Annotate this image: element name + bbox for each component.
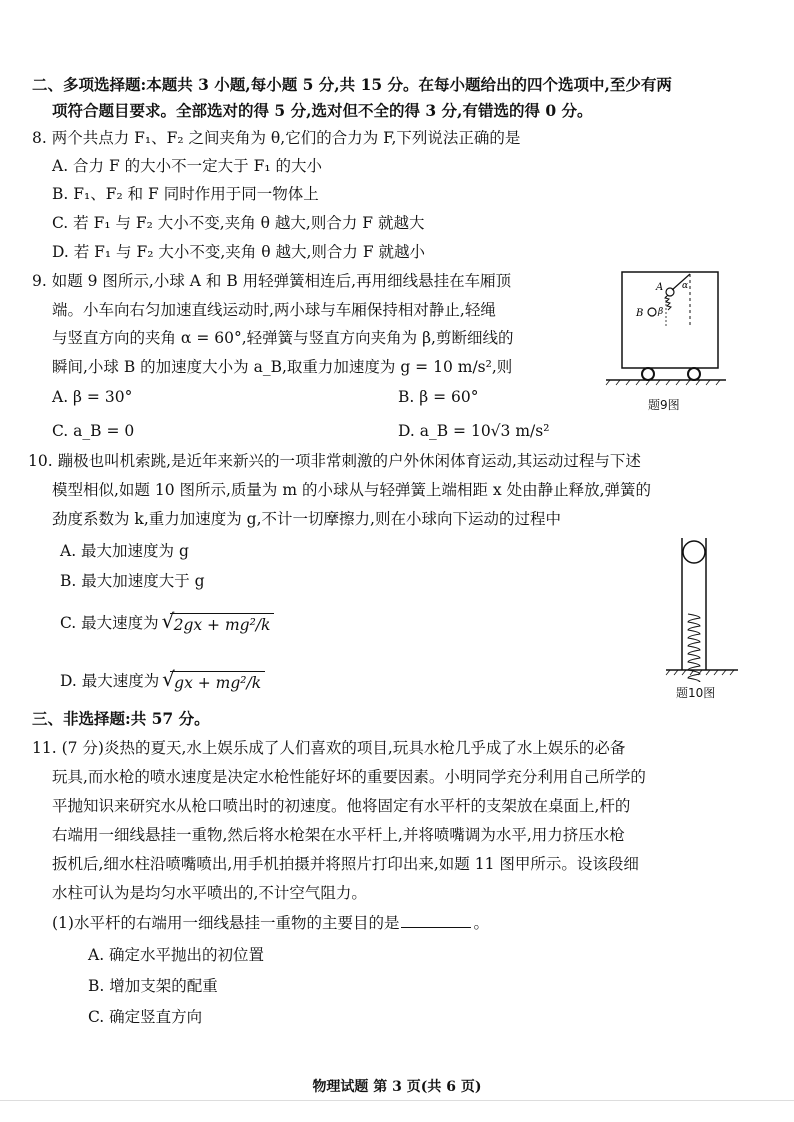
figure-10-spring [662,536,742,682]
q11-line-6: 水柱可认为是均匀水平喷出的,不计空气阻力。 [52,884,367,902]
q10-option-c-root [161,608,275,636]
section-2-heading: 二、多项选择题:本题共 3 小题,每小题 5 分,共 15 分。在每小题给出的四个选项中,至少有两 [32,75,672,94]
q9-option-b: B. β = 60° [398,388,479,406]
section-2-heading-cont: 项符合题目要求。全部选对的得 5 分,选对但不全的得 3 分,有错选的得 0 分。 [52,101,593,120]
section-3-heading: 三、非选择题:共 57 分。 [32,709,210,728]
q9-line-2: 端。小车向右匀加速直线运动时,两小球与车厢保持相对静止,轻绳 [52,301,496,319]
q11-line-1: 11. (7 分)炎热的夏天,水上娱乐成了人们喜欢的项目,玩具水枪几乎成了水上娱乐的必备 [32,739,626,757]
label-a: A [656,282,664,293]
q8-stem: 8. 两个共点力 F₁、F₂ 之间夹角为 θ,它们的合力为 F,下列说法正确的是 [32,129,521,147]
q11-option-b: B. 增加支架的配重 [88,977,218,995]
q10-line-2: 模型相似,如题 10 图所示,质量为 m 的小球从与轻弹簧上端相距 x 处由静止释放,弹簧的 [52,481,652,499]
wheel-right [688,368,700,380]
q10-line-3: 劲度系数为 k,重力加速度为 g,不计一切摩擦力,则在小球向下运动的过程中 [52,510,561,528]
q11-sub-1 [52,912,489,934]
q8-option-d: D. 若 F₁ 与 F₂ 大小不变,夹角 θ 越大,则合力 F 就越小 [52,243,426,261]
q10-option-c-expr: 2gx + mg²/k [173,615,271,634]
figure-10-caption: 题10图 [676,686,716,700]
footer-rule [0,1100,794,1101]
figure-9-cart [600,268,730,388]
q10-option-c-prefix: C. 最大速度为 [60,614,159,632]
q9-option-a: A. β = 30° [52,388,133,406]
q9-line-3: 与竖直方向的夹角 α = 60°,轻弹簧与竖直方向夹角为 β,剪断细线的 [52,329,514,347]
q10-line-1: 10. 蹦极也叫机索跳,是近年来新兴的一项非常刺激的户外休闲体育运动,其运动过程与下述 [28,452,641,470]
q11-sub-1-text: (1)水平杆的右端用一细线悬挂一重物的主要目的是 [52,914,400,932]
q10-option-a: A. 最大加速度为 g [60,542,189,560]
q8-option-c: C. 若 F₁ 与 F₂ 大小不变,夹角 θ 越大,则合力 F 就越大 [52,214,425,232]
figure-9-caption: 题9图 [648,398,680,412]
spring [688,614,700,682]
q10-option-c [60,608,274,636]
q11-option-a: A. 确定水平抛出的初位置 [88,946,265,964]
page-footer: 物理试题 第 3 页(共 6 页) [312,1079,482,1095]
label-alpha: α [682,281,689,291]
q8-option-b: B. F₁、F₂ 和 F 同时作用于同一物体上 [52,185,319,203]
q10-option-d-root [162,666,265,694]
q9-option-d: D. a_B = 10√3 m/s² [398,422,550,440]
label-beta: β [658,307,664,317]
wheel-left [642,368,654,380]
answer-blank[interactable] [401,913,471,928]
q8-option-a: A. 合力 F 的大小不一定大于 F₁ 的大小 [52,157,322,175]
q11-sub-1-end: 。 [473,914,489,932]
q10-option-d [60,666,265,694]
q11-option-c: C. 确定竖直方向 [88,1008,203,1026]
sqrt-icon: √ [162,666,175,691]
q10-option-b: B. 最大加速度大于 g [60,572,205,590]
q11-line-2: 玩具,而水枪的喷水速度是决定水枪性能好坏的重要因素。小明同学充分利用自己所学的 [52,768,646,786]
q9-option-c: C. a_B = 0 [52,422,135,440]
cart-box [622,272,718,368]
sqrt-icon: √ [161,608,175,633]
q10-option-d-expr: gx + mg²/k [174,673,262,692]
q11-line-5: 扳机后,细水柱沿喷嘴喷出,用手机拍摄并将照片打印出来,如题 11 图甲所示。设该段细 [52,855,639,873]
ball [683,541,705,563]
q11-line-4: 右端用一细线悬挂一重物,然后将水枪架在水平杆上,并将喷嘴调为水平,用力挤压水枪 [52,826,625,844]
q11-line-3: 平抛知识来研究水从枪口喷出时的初速度。他将固定有水平杆的支架放在桌面上,杆的 [52,797,631,815]
label-b: B [636,308,644,319]
q9-line-1: 9. 如题 9 图所示,小球 A 和 B 用轻弹簧相连后,再用细线悬挂在车厢顶 [32,272,512,290]
ball-a [666,288,674,296]
q10-option-d-prefix: D. 最大速度为 [60,672,160,690]
q9-line-4: 瞬间,小球 B 的加速度大小为 a_B,取重力加速度为 g = 10 m/s²,则 [52,358,513,376]
ball-b [648,308,656,316]
